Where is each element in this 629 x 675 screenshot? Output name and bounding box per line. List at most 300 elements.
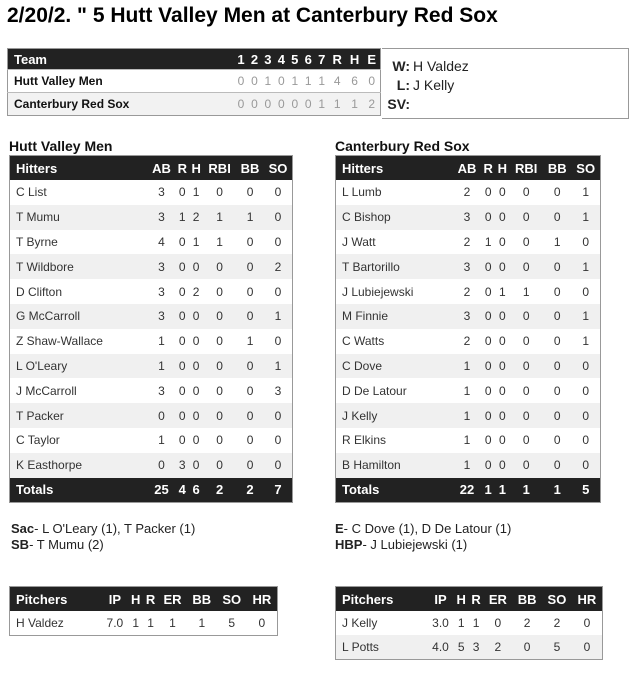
batter-stat: 0 [553, 383, 561, 398]
batter-stat: 0 [178, 383, 186, 398]
batter-stat: 0 [203, 403, 236, 428]
batter-stat: 0 [498, 383, 506, 398]
stat-header: BB [236, 156, 264, 181]
stat-header: R [175, 156, 189, 181]
batter-stat: 1 [582, 185, 590, 200]
batter-row [336, 254, 601, 279]
batter-name: C Watts [342, 334, 385, 349]
batter-name: J Watt [342, 234, 376, 249]
batter-stat: 0 [192, 383, 200, 398]
batter-stat: 2 [264, 254, 293, 279]
stat-header: H [495, 156, 509, 181]
batter-stat: 0 [274, 334, 282, 349]
pitcher-name: H Valdez [16, 616, 64, 630]
line-score-value: 0 [234, 70, 247, 93]
line-score-value: 0 [275, 70, 288, 93]
batter-stat: 0 [498, 185, 506, 200]
batter-name: L O'Leary [10, 354, 148, 379]
batter-row [336, 453, 601, 478]
batter-stat: 1 [264, 304, 293, 329]
totals-row [10, 478, 293, 503]
pitcher-stat: 5 [454, 635, 469, 660]
line-score-col-header: 5 [288, 49, 301, 70]
batter-stat: 2 [463, 185, 471, 200]
batter-stat: 1 [484, 234, 492, 249]
batter-stat: 0 [509, 453, 543, 478]
batter-stat: 0 [246, 234, 254, 249]
batter-row [336, 304, 601, 329]
away-note-sac: Sac- L O'Leary (1), T Packer (1) [11, 521, 196, 536]
pitching-stat-header: BB [512, 587, 542, 612]
pitching-stat-header: IP [102, 587, 129, 612]
batter-name: T Packer [10, 403, 148, 428]
batter-stat: 1 [453, 403, 481, 428]
batter-stat: 0 [484, 334, 492, 349]
line-score-col-header: R [328, 49, 345, 70]
batter-stat: 0 [178, 284, 186, 299]
batter-row [10, 403, 293, 428]
batter-stat: 1 [236, 205, 264, 230]
batter-stat: 1 [246, 334, 254, 349]
batter-stat: 0 [495, 403, 509, 428]
stat-header: AB [453, 156, 481, 181]
batter-stat: 0 [203, 254, 236, 279]
stat-header: AB [148, 156, 176, 181]
totals-label: Totals [336, 478, 453, 503]
stat-header: R [481, 156, 495, 181]
batter-stat: 1 [463, 383, 471, 398]
batter-row [10, 428, 293, 453]
totals-stat: 4 [175, 478, 189, 503]
stat-header: BB [543, 156, 571, 181]
home-pitching-header [336, 587, 603, 612]
batter-name: J Kelly [336, 403, 453, 428]
batter-stat: 0 [495, 354, 509, 379]
batter-name: G McCarroll [10, 304, 148, 329]
batter-stat: 1 [158, 433, 165, 448]
pitcher-stat: 1 [147, 616, 154, 630]
batter-row [336, 378, 601, 403]
batter-row [336, 329, 601, 354]
batter-stat: 0 [582, 433, 590, 448]
batter-row [336, 230, 601, 255]
batter-stat: 3 [453, 304, 481, 329]
line-score-row [8, 70, 381, 93]
totals-stat: 1 [543, 478, 571, 503]
home-batting-header [336, 156, 601, 181]
totals-stat: 6 [189, 478, 203, 503]
batter-stat: 0 [484, 433, 492, 448]
batter-stat: 0 [274, 185, 282, 200]
batter-stat: 0 [495, 453, 509, 478]
batter-stat: 0 [509, 304, 543, 329]
batter-stat: 3 [175, 453, 189, 478]
line-score-value: 4 [328, 70, 345, 93]
batter-stat: 1 [571, 205, 600, 230]
batter-stat: 3 [274, 383, 282, 398]
batter-stat: 0 [481, 205, 495, 230]
batter-stat: 0 [481, 403, 495, 428]
line-score-col-header: E [363, 49, 380, 70]
line-score-team-header: Team [8, 49, 235, 70]
batter-stat: 1 [571, 304, 600, 329]
pitching-stat-header: R [143, 587, 158, 612]
batter-name: L Lumb [342, 185, 382, 200]
batter-stat: 0 [175, 403, 189, 428]
pitcher-stat: 0 [258, 616, 266, 630]
batter-stat: 0 [543, 254, 571, 279]
page-title: 2/20/2. " 5 Hutt Valley Men at Canterbury Red Sox [7, 4, 498, 27]
winning-pitcher-name: H Valdez [413, 58, 469, 74]
batter-stat: 0 [484, 284, 492, 299]
batter-stat: 0 [498, 433, 506, 448]
home-pitching-table [335, 586, 603, 660]
away-notes [11, 521, 195, 553]
batter-stat: 0 [543, 354, 571, 379]
batter-stat: 0 [203, 304, 236, 329]
batter-stat: 0 [264, 453, 293, 478]
line-score-value: 0 [248, 93, 261, 116]
batter-stat: 0 [543, 205, 571, 230]
pitching-stat-header: H [454, 587, 469, 612]
line-score-value: 1 [288, 70, 301, 93]
batter-stat: 0 [509, 354, 543, 379]
batter-row [10, 329, 293, 354]
batter-stat: 0 [203, 453, 236, 478]
pitching-stat-header: BB [187, 587, 217, 612]
losing-pitcher: L: J Kelly [396, 77, 455, 93]
batter-stat: 0 [543, 403, 571, 428]
batter-stat: 0 [189, 254, 203, 279]
batter-stat: 1 [192, 234, 200, 249]
line-score-row [8, 93, 381, 116]
batter-stat: 0 [543, 453, 571, 478]
totals-stat: 1 [495, 478, 509, 503]
batter-stat: 0 [481, 304, 495, 329]
line-score-value: 0 [275, 93, 288, 116]
stat-header: SO [264, 156, 293, 181]
line-score-value: 1 [315, 93, 328, 116]
batter-stat: 0 [175, 354, 189, 379]
pitcher-stat: 1 [457, 616, 465, 630]
batter-row [10, 378, 293, 403]
away-team-label: Hutt Valley Men [9, 138, 113, 154]
batter-stat: 0 [543, 304, 571, 329]
batter-stat: 0 [509, 205, 543, 230]
stat-header: RBI [509, 156, 543, 181]
batter-stat: 0 [192, 433, 200, 448]
batter-stat: 0 [246, 185, 254, 200]
batter-stat: 3 [158, 185, 165, 200]
pitcher-stat: 2 [523, 616, 531, 630]
batter-name: C Dove [336, 354, 453, 379]
batter-stat: 0 [495, 205, 509, 230]
batter-name: T Wildbore [10, 254, 148, 279]
batter-stat: 0 [189, 354, 203, 379]
batter-name: R Elkins [342, 433, 387, 448]
totals-stat: 5 [571, 478, 600, 503]
pitchers-header: Pitchers [336, 587, 428, 612]
pitcher-row [336, 635, 603, 660]
pitcher-stat: 3.0 [432, 616, 449, 630]
batter-stat: 1 [192, 185, 200, 200]
batter-stat: 0 [246, 284, 254, 299]
batter-stat: 2 [463, 334, 471, 349]
batter-stat: 0 [236, 254, 264, 279]
pitcher-stat: 1 [132, 616, 139, 630]
home-team-label: Canterbury Red Sox [335, 138, 470, 154]
pitcher-stat: 0 [572, 635, 603, 660]
batter-stat: 0 [178, 433, 186, 448]
line-score-col-header: 7 [315, 49, 328, 70]
batter-stat: 0 [509, 254, 543, 279]
away-batting-header [10, 156, 293, 181]
pitchers-header: Pitchers [10, 587, 102, 612]
batter-stat: 0 [246, 383, 254, 398]
batter-stat: 0 [216, 433, 223, 448]
batter-name: T Mumu [10, 205, 148, 230]
batter-row [10, 453, 293, 478]
batter-name: C List [16, 185, 47, 200]
line-score-col-header: 3 [261, 49, 274, 70]
away-pitching-table [9, 586, 278, 636]
home-note-hbp: HBP- J Lubiejewski (1) [335, 537, 468, 552]
totals-stat: 1 [481, 478, 495, 503]
batter-stat: 0 [236, 354, 264, 379]
batter-stat: 0 [274, 234, 282, 249]
batter-stat: 1 [453, 354, 481, 379]
totals-row [336, 478, 601, 503]
batter-name: D De Latour [342, 383, 407, 398]
batter-row [10, 254, 293, 279]
batter-stat: 0 [148, 453, 176, 478]
batter-stat: 0 [178, 185, 186, 200]
batter-stat: 0 [582, 383, 590, 398]
batter-stat: 1 [203, 205, 236, 230]
batter-stat: 1 [453, 453, 481, 478]
batter-stat: 0 [216, 185, 223, 200]
batter-stat: 0 [571, 403, 600, 428]
batter-stat: 1 [463, 433, 471, 448]
batter-row [336, 180, 601, 205]
totals-stat: 25 [148, 478, 176, 503]
batter-stat: 3 [148, 304, 176, 329]
batter-stat: 0 [189, 403, 203, 428]
batter-stat: 0 [522, 185, 530, 200]
batter-stat: 0 [246, 433, 254, 448]
batter-stat: 0 [178, 334, 186, 349]
home-notes [335, 521, 511, 553]
line-score-value: 0 [234, 93, 247, 116]
batter-stat: 0 [236, 453, 264, 478]
stat-header: SO [571, 156, 600, 181]
batter-stat: 0 [236, 304, 264, 329]
batter-stat: 1 [498, 284, 506, 299]
batter-stat: 3 [158, 383, 165, 398]
batter-stat: 1 [216, 234, 223, 249]
line-score-value: 1 [261, 70, 274, 93]
pitcher-stat: 1 [472, 616, 480, 630]
batter-stat: 0 [236, 403, 264, 428]
losing-pitcher-name: J Kelly [413, 77, 455, 93]
home-batting-table [335, 155, 601, 503]
batter-stat: 0 [522, 383, 530, 398]
away-batting-table [9, 155, 293, 503]
batter-name: C Taylor [16, 433, 60, 448]
line-score-value: 0 [302, 93, 315, 116]
line-score-value: 0 [288, 93, 301, 116]
away-note-sb: SB- T Mumu (2) [11, 537, 104, 552]
line-score-col-header: 4 [275, 49, 288, 70]
batter-stat: 0 [495, 254, 509, 279]
line-score-value: 0 [248, 70, 261, 93]
hitters-header: Hitters [336, 156, 453, 181]
pitcher-stat: 7.0 [106, 616, 124, 630]
batter-stat: 1 [148, 354, 176, 379]
pitcher-stat: 2 [484, 635, 513, 660]
batter-stat: 0 [274, 284, 282, 299]
batter-name: J McCarroll [16, 383, 77, 398]
pitcher-stat: 0 [512, 635, 542, 660]
pitcher-stat: 3 [469, 635, 484, 660]
batter-stat: 4 [158, 234, 165, 249]
pitching-stat-header: HR [572, 587, 603, 612]
line-score-value: 1 [315, 70, 328, 93]
batter-stat: 0 [175, 254, 189, 279]
batter-stat: 0 [178, 234, 186, 249]
line-score-col-header: 1 [234, 49, 247, 70]
batter-stat: 3 [148, 254, 176, 279]
batter-name: K Easthorpe [10, 453, 148, 478]
batter-row [10, 279, 293, 304]
line-score-value: 0 [363, 70, 380, 93]
line-score-value: 6 [346, 70, 363, 93]
batter-row [336, 354, 601, 379]
batter-stat: 1 [553, 234, 561, 249]
batter-stat: 2 [189, 205, 203, 230]
batter-stat: 0 [189, 453, 203, 478]
batter-stat: 1 [264, 354, 293, 379]
batter-stat: 2 [463, 284, 471, 299]
batter-stat: 0 [498, 334, 506, 349]
batter-row [10, 304, 293, 329]
batter-stat: 1 [571, 254, 600, 279]
batter-row [336, 205, 601, 230]
pitching-stat-header: SO [542, 587, 572, 612]
totals-stat: 2 [203, 478, 236, 503]
batter-stat: 0 [522, 234, 530, 249]
totals-stat: 22 [453, 478, 481, 503]
batter-stat: 0 [192, 334, 200, 349]
batter-stat: 3 [453, 205, 481, 230]
line-score-col-header: 2 [248, 49, 261, 70]
batter-stat: 0 [571, 354, 600, 379]
decisions-panel [382, 48, 629, 119]
totals-stat: 7 [264, 478, 293, 503]
pitcher-stat: 4.0 [427, 635, 453, 660]
batter-stat: 3 [148, 205, 176, 230]
pitcher-name: L Potts [336, 635, 428, 660]
pitcher-stat: 1 [198, 616, 206, 630]
batter-stat: 0 [264, 205, 293, 230]
batter-row [10, 180, 293, 205]
batter-stat: 0 [148, 403, 176, 428]
batter-stat: 0 [484, 383, 492, 398]
batter-name: Z Shaw-Wallace [16, 334, 103, 349]
batter-row [10, 230, 293, 255]
batter-stat: 0 [495, 304, 509, 329]
pitcher-row [336, 611, 603, 635]
totals-stat: 2 [236, 478, 264, 503]
batter-stat: 0 [509, 403, 543, 428]
hitters-header: Hitters [10, 156, 148, 181]
batter-stat: 0 [189, 304, 203, 329]
batter-name: C Bishop [336, 205, 453, 230]
batter-row [10, 354, 293, 379]
pitching-stat-header: ER [158, 587, 187, 612]
batter-stat: 0 [484, 185, 492, 200]
batter-stat: 0 [481, 453, 495, 478]
line-score-team-name: Canterbury Red Sox [8, 93, 235, 116]
batter-row [10, 205, 293, 230]
batter-stat: 0 [522, 334, 530, 349]
pitcher-stat: 0 [583, 616, 591, 630]
totals-label: Totals [10, 478, 148, 503]
batter-stat: 0 [553, 334, 561, 349]
pitcher-stat: 5 [228, 616, 236, 630]
batter-row [336, 403, 601, 428]
batter-name: B Hamilton [336, 453, 453, 478]
pitcher-stat: 1 [169, 616, 176, 630]
pitching-stat-header: R [469, 587, 484, 612]
batter-stat: 0 [216, 284, 223, 299]
batter-name: M Finnie [336, 304, 453, 329]
batter-stat: 0 [553, 185, 561, 200]
winning-pitcher: W: H Valdez [392, 58, 469, 74]
batter-stat: 0 [175, 304, 189, 329]
line-score-team-name: Hutt Valley Men [8, 70, 235, 93]
batter-stat: 0 [481, 254, 495, 279]
pitching-stat-header: SO [217, 587, 247, 612]
batter-name: T Bartorillo [336, 254, 453, 279]
line-score-value: 0 [261, 93, 274, 116]
batter-row [336, 279, 601, 304]
line-score-value: 1 [328, 93, 345, 116]
pitching-stat-header: H [128, 587, 143, 612]
batter-stat: 0 [582, 284, 590, 299]
batter-stat: 3 [453, 254, 481, 279]
totals-stat: 1 [509, 478, 543, 503]
batter-stat: 0 [203, 354, 236, 379]
pitcher-stat: 5 [542, 635, 572, 660]
batter-stat: 0 [553, 284, 561, 299]
save-pitcher: SV: [387, 96, 410, 112]
batter-row [336, 428, 601, 453]
line-score-col-header: H [346, 49, 363, 70]
batter-stat: 0 [522, 433, 530, 448]
line-score-header [8, 49, 381, 70]
batter-stat: 1 [158, 334, 165, 349]
batter-stat: 0 [264, 403, 293, 428]
batter-stat: 0 [274, 433, 282, 448]
stat-header: RBI [203, 156, 236, 181]
line-score-table [7, 48, 381, 116]
line-score-value: 2 [363, 93, 380, 116]
batter-stat: 0 [582, 234, 590, 249]
batter-stat: 0 [216, 334, 223, 349]
line-score-value: 1 [346, 93, 363, 116]
pitcher-row [10, 611, 278, 636]
